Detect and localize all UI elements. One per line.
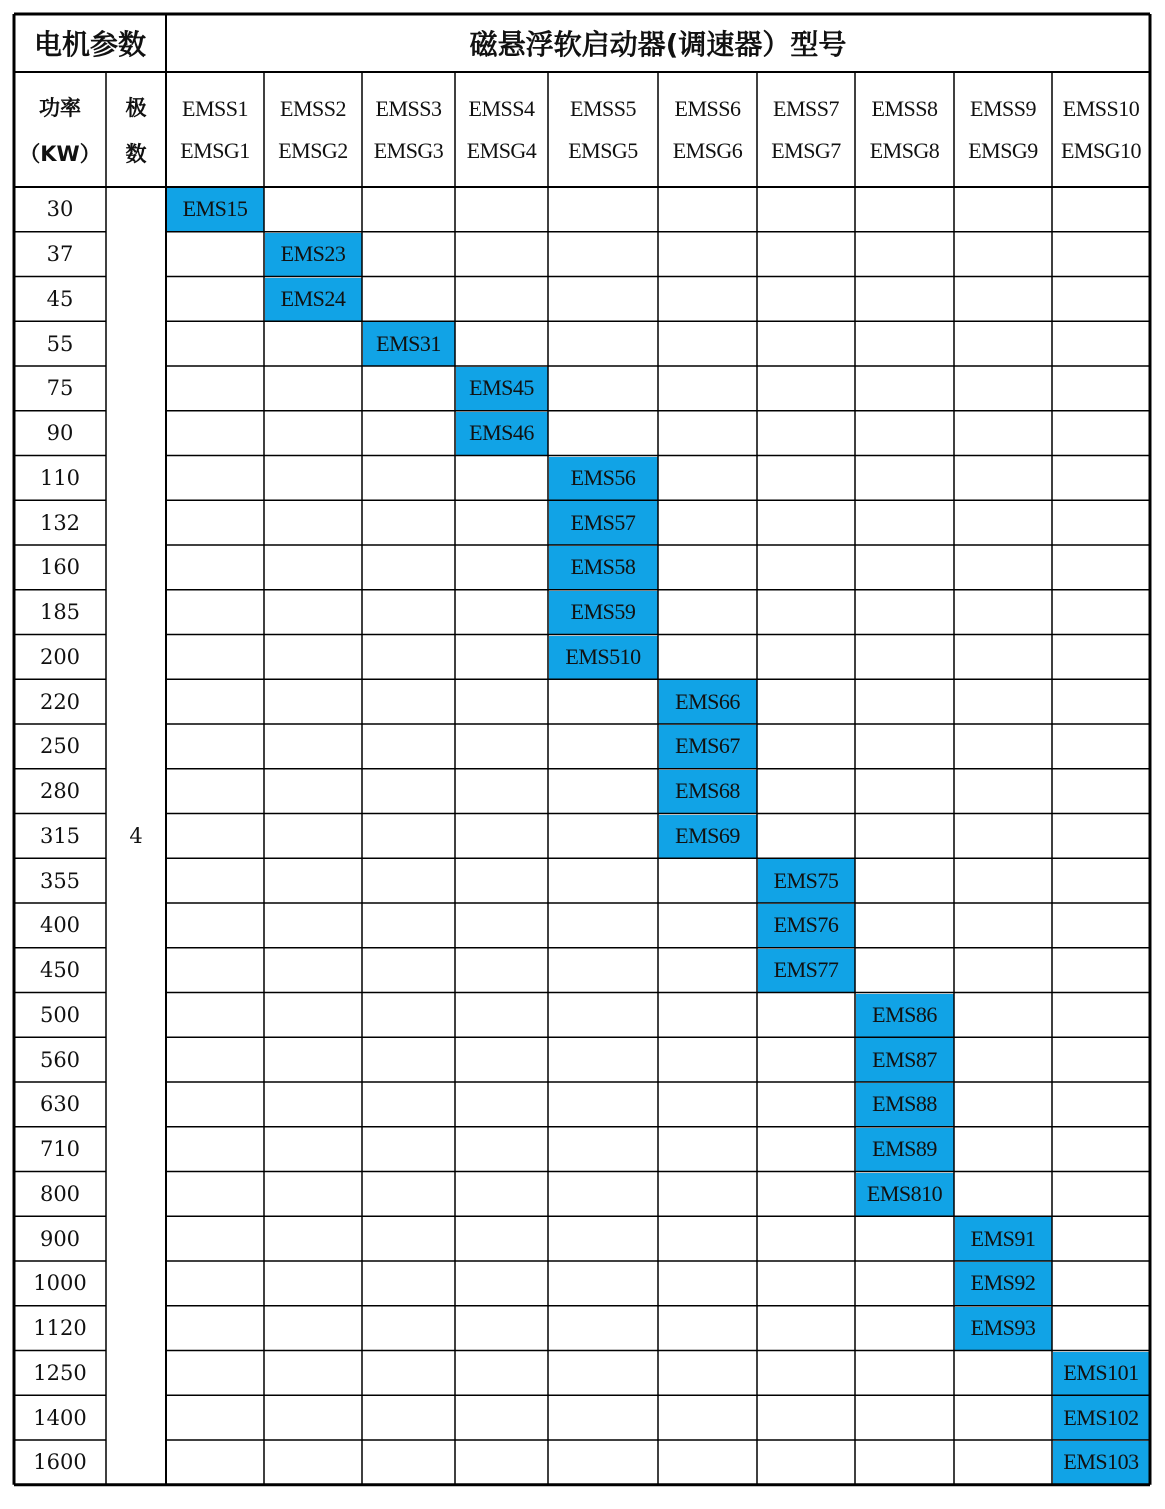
model-header xyxy=(954,72,1052,187)
model-header-label: EMSS8 xyxy=(871,95,938,121)
model-header xyxy=(757,72,855,187)
power-cell: 30 xyxy=(46,197,74,222)
model-cell: EMS87 xyxy=(872,1046,937,1072)
model-header-label: EMSG5 xyxy=(568,137,638,163)
model-header-label: EMSS2 xyxy=(280,95,346,121)
power-cell: 200 xyxy=(39,644,81,669)
model-header xyxy=(658,72,757,187)
model-cell: EMS93 xyxy=(970,1315,1036,1341)
model-header-label: EMSG10 xyxy=(1060,137,1142,163)
model-cell: EMS86 xyxy=(872,1001,937,1027)
model-cell: EMS45 xyxy=(469,375,534,401)
poles-header xyxy=(106,72,166,187)
model-header-label: EMSS1 xyxy=(182,95,248,121)
model-cell: EMS23 xyxy=(280,241,346,267)
power-cell: 710 xyxy=(39,1137,81,1162)
model-header xyxy=(166,72,264,187)
poles-header-label: 数 xyxy=(125,141,147,166)
model-cell: EMS46 xyxy=(469,420,534,446)
model-cell: EMS69 xyxy=(675,822,740,848)
model-header-label: EMSG7 xyxy=(771,137,841,163)
model-header xyxy=(855,72,954,187)
model-cell: EMS810 xyxy=(866,1180,943,1206)
power-cell: 55 xyxy=(46,331,74,356)
model-cell: EMS101 xyxy=(1063,1359,1139,1385)
power-cell: 37 xyxy=(46,242,74,267)
model-cell: EMS57 xyxy=(570,509,636,535)
power-cell: 1120 xyxy=(33,1316,87,1341)
power-cell: 800 xyxy=(39,1181,81,1206)
power-cell: 500 xyxy=(39,1002,81,1027)
model-cell: EMS75 xyxy=(773,867,839,893)
model-cell: EMS31 xyxy=(376,330,441,356)
table-title-left: 电机参数 xyxy=(33,28,146,61)
model-cell: EMS510 xyxy=(565,643,641,669)
model-cell: EMS24 xyxy=(280,285,346,311)
model-header-label: EMSG4 xyxy=(466,137,537,163)
power-cell: 400 xyxy=(39,913,81,938)
model-cell: EMS68 xyxy=(675,778,740,804)
model-header-label: EMSS10 xyxy=(1062,95,1140,121)
power-cell: 315 xyxy=(39,823,81,848)
power-cell: 250 xyxy=(39,734,81,759)
power-cell: 160 xyxy=(39,555,81,580)
model-header xyxy=(362,72,455,187)
model-cell: EMS76 xyxy=(773,912,839,938)
power-cell: 1400 xyxy=(33,1405,87,1430)
power-header xyxy=(14,72,106,187)
power-cell: 132 xyxy=(39,510,81,535)
power-cell: 1600 xyxy=(33,1450,87,1475)
power-cell: 900 xyxy=(39,1226,81,1251)
model-header xyxy=(455,72,548,187)
model-cell: EMS66 xyxy=(675,688,740,714)
model-cell: EMS58 xyxy=(570,554,636,580)
table-title-right: 磁悬浮软启动器(调速器）型号 xyxy=(469,28,847,61)
model-cell: EMS103 xyxy=(1063,1449,1139,1475)
model-header xyxy=(548,72,658,187)
power-cell: 450 xyxy=(39,958,81,983)
model-header-label: EMSS9 xyxy=(970,95,1036,121)
power-cell: 630 xyxy=(39,1092,81,1117)
poles-header-label: 极 xyxy=(125,95,147,120)
model-header-label: EMSG6 xyxy=(672,137,743,163)
model-header-label: EMSG9 xyxy=(968,137,1038,163)
power-header-label: 功率 xyxy=(39,95,81,120)
model-cell: EMS89 xyxy=(872,1136,937,1162)
model-header-label: EMSS3 xyxy=(375,95,442,121)
model-header-label: EMSG8 xyxy=(869,137,940,163)
model-cell: EMS91 xyxy=(970,1225,1036,1251)
power-cell: 560 xyxy=(39,1047,81,1072)
power-cell: 1000 xyxy=(33,1271,87,1296)
model-cell: EMS77 xyxy=(773,957,839,983)
model-header-label: EMSS4 xyxy=(468,95,535,121)
poles-value: 4 xyxy=(129,823,143,848)
power-cell: 280 xyxy=(39,779,81,804)
model-cell: EMS15 xyxy=(182,196,248,222)
power-cell: 220 xyxy=(39,689,81,714)
model-cell: EMS67 xyxy=(675,733,740,759)
model-header-label: EMSG1 xyxy=(180,137,250,163)
model-header-label: EMSS7 xyxy=(773,95,839,121)
power-cell: 1250 xyxy=(33,1360,87,1385)
power-cell: 110 xyxy=(39,465,81,490)
power-cell: 75 xyxy=(46,376,74,401)
model-header-label: EMSS5 xyxy=(570,95,636,121)
model-header-label: EMSG2 xyxy=(278,137,348,163)
model-header-label: EMSG3 xyxy=(373,137,444,163)
model-cell: EMS88 xyxy=(872,1091,937,1117)
power-cell: 90 xyxy=(46,421,74,446)
model-header-label: EMSS6 xyxy=(674,95,741,121)
model-cell: EMS92 xyxy=(970,1270,1036,1296)
power-cell: 185 xyxy=(39,600,81,625)
power-header-label: （KW） xyxy=(19,141,101,166)
model-cell: EMS59 xyxy=(570,599,636,625)
model-header xyxy=(1052,72,1150,187)
power-cell: 45 xyxy=(46,286,74,311)
model-header xyxy=(264,72,362,187)
model-cell: EMS56 xyxy=(570,464,636,490)
power-cell: 355 xyxy=(39,868,81,893)
model-cell: EMS102 xyxy=(1063,1404,1139,1430)
